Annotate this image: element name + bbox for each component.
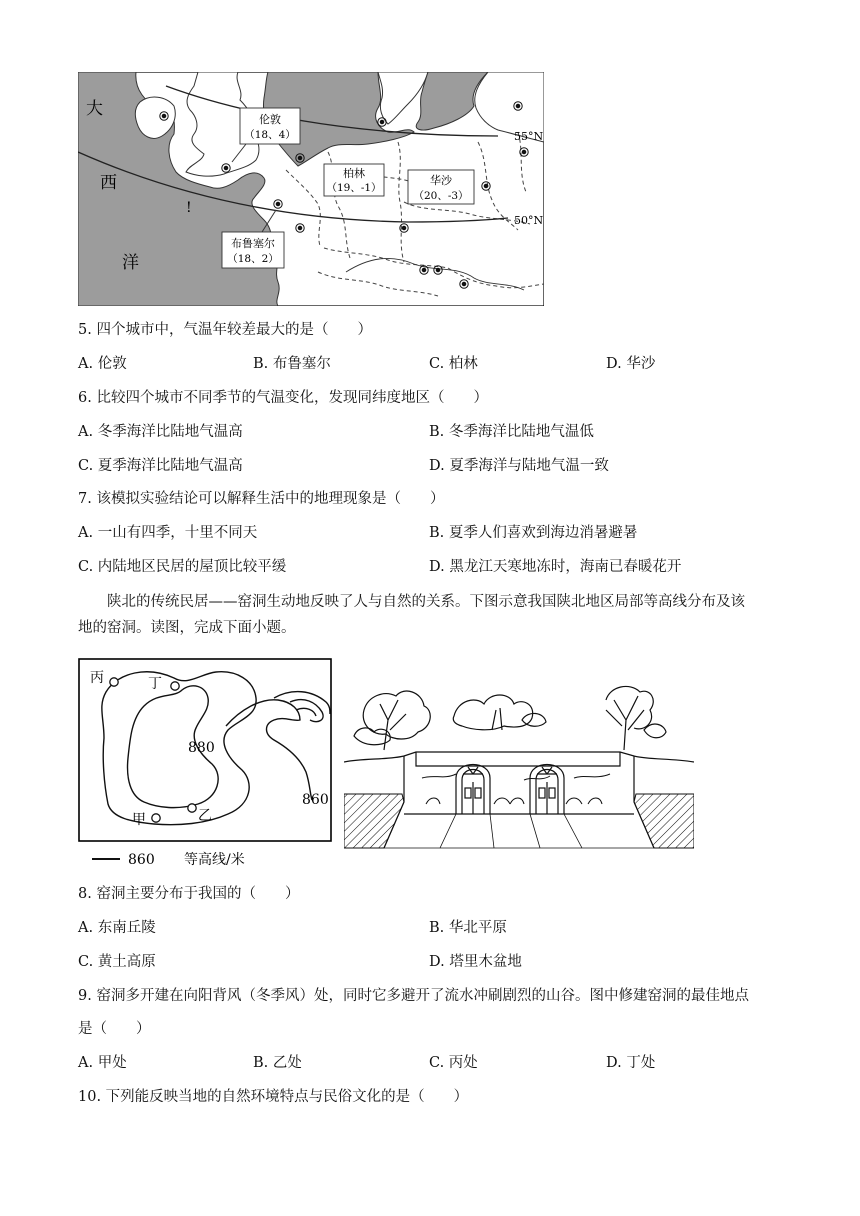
option-text: 黄土高原 [97, 954, 156, 970]
contour-label-860: 860 [302, 792, 329, 808]
question-number: 5. [78, 322, 92, 338]
option-label: D. [429, 954, 445, 970]
option-text: 一山有四季，十里不同天 [97, 525, 258, 541]
question-number: 8. [78, 886, 92, 902]
question-text-continued: 是（ ） [78, 1021, 151, 1037]
question-text: 该模拟实验结论可以解释生活中的地理现象是（ ） [96, 491, 445, 507]
option-label: D. [606, 356, 622, 372]
question-number: 10. [78, 1089, 102, 1105]
passage-line-2: 地的窑洞。读图，完成下面小题。 [78, 620, 296, 636]
option-text: 甲处 [97, 1055, 127, 1071]
question-number: 6. [78, 390, 92, 406]
option-text: 黑龙江天寒地冻时，海南已春暖花开 [449, 559, 682, 575]
option-text: 柏林 [448, 356, 478, 372]
option-label: A. [78, 356, 94, 372]
option-text: 内陆地区民居的屋顶比较平缓 [97, 559, 287, 575]
question-text: 四个城市中，气温年较差最大的是（ ） [96, 322, 372, 338]
label-london-name: 伦敦 [259, 113, 281, 126]
question-8 [78, 884, 299, 904]
lat-50-label: 50°N [514, 214, 544, 227]
question-5 [78, 320, 372, 340]
question-9 [78, 986, 749, 1006]
option-label: B. [253, 1055, 269, 1071]
legend-text: 等高线/米 [184, 852, 245, 868]
option-label: C. [78, 954, 94, 970]
option-text: 东南丘陵 [97, 920, 156, 936]
option-9a[interactable] [78, 1053, 127, 1073]
option-8c[interactable] [78, 952, 156, 972]
option-9b[interactable] [253, 1053, 302, 1073]
question-9-continued [78, 1019, 151, 1039]
label-brussels-name: 布鲁塞尔 [231, 237, 275, 250]
option-5b[interactable] [253, 354, 331, 374]
ocean-label-1: 大 [86, 99, 103, 119]
option-text: 华沙 [626, 356, 656, 372]
cave-dwelling-illustration [344, 670, 694, 858]
option-8b[interactable] [429, 918, 507, 938]
question-text: 下列能反映当地的自然环境特点与民俗文化的是（ ） [105, 1089, 469, 1105]
label-london-values: （18、4） [244, 129, 296, 141]
label-berlin-values: （19、-1） [326, 182, 382, 194]
option-text: 冬季海洋比陆地气温低 [448, 424, 594, 440]
option-text: 布鲁塞尔 [272, 356, 331, 372]
option-6a[interactable] [78, 422, 243, 442]
europe-map [78, 72, 544, 306]
option-text: 乙处 [272, 1055, 302, 1071]
option-text: 华北平原 [448, 920, 507, 936]
question-7 [78, 489, 444, 509]
cliff-hatch-left [344, 794, 404, 848]
point-jia [152, 814, 160, 822]
option-6c[interactable] [78, 456, 243, 476]
question-number: 9. [78, 988, 92, 1004]
option-label: D. [606, 1055, 622, 1071]
tree-icon [453, 695, 546, 730]
option-label: A. [78, 920, 94, 936]
option-7a[interactable] [78, 523, 257, 543]
tree-icon [606, 686, 666, 750]
label-berlin-name: 柏林 [343, 167, 365, 180]
option-8d[interactable] [429, 952, 522, 972]
option-5c[interactable] [429, 354, 478, 374]
label-warsaw-values: （20、-3） [413, 190, 469, 202]
option-label: B. [429, 920, 445, 936]
option-label: B. [253, 356, 269, 372]
option-text: 冬季海洋比陆地气温高 [97, 424, 243, 440]
option-9c[interactable] [429, 1053, 478, 1073]
arched-door-left [456, 765, 490, 815]
question-6 [78, 388, 488, 408]
label-brussels-values: （18、2） [227, 253, 279, 265]
option-text: 夏季海洋与陆地气温一致 [449, 458, 609, 474]
point-yi [188, 804, 196, 812]
point-yi-label: 乙 [198, 808, 212, 824]
option-8a[interactable] [78, 918, 156, 938]
label-warsaw-name: 华沙 [430, 174, 452, 187]
option-6b[interactable] [429, 422, 594, 442]
option-label: C. [78, 559, 94, 575]
legend-value: 860 [128, 852, 155, 868]
point-bing [110, 678, 118, 686]
question-number: 7. [78, 491, 92, 507]
point-ding-label: 丁 [148, 676, 162, 692]
question-text: 窑洞主要分布于我国的（ ） [96, 886, 300, 902]
option-label: D. [429, 559, 445, 575]
option-label: C. [429, 356, 445, 372]
passage [78, 589, 784, 641]
option-text: 夏季人们喜欢到海边消暑避暑 [448, 525, 638, 541]
contour-map [78, 658, 334, 872]
option-6d[interactable] [429, 456, 609, 476]
option-5d[interactable] [606, 354, 655, 374]
passage-line-1: 陕北的传统民居——窑洞生动地反映了人与自然的关系。下图示意我国陕北地区局部等高线分布及该 [107, 594, 745, 610]
lat-55-label: 55°N [514, 130, 544, 143]
option-text: 伦敦 [97, 356, 127, 372]
question-text: 窑洞多开建在向阳背风（冬季风）处，同时它多避开了流水冲刷剧烈的山谷。图中修建窑洞的最佳地点 [96, 988, 749, 1004]
point-ding [171, 682, 179, 690]
option-label: D. [429, 458, 445, 474]
option-label: B. [429, 424, 445, 440]
ocean-label-2: 西 [100, 173, 117, 193]
option-text: 丙处 [448, 1055, 478, 1071]
option-9d[interactable] [606, 1053, 655, 1073]
cliff-hatch-right [634, 794, 694, 848]
point-bing-label: 丙 [90, 670, 104, 686]
tree-icon [354, 691, 430, 750]
exclamation-mark: ! [186, 200, 192, 216]
ocean-label-3: 洋 [122, 253, 139, 273]
option-label: A. [78, 525, 94, 541]
point-jia-label: 甲 [132, 812, 146, 828]
arched-door-right [530, 765, 564, 815]
option-label: A. [78, 1055, 94, 1071]
option-text: 夏季海洋比陆地气温高 [97, 458, 243, 474]
label-warsaw [408, 170, 474, 204]
option-label: A. [78, 424, 94, 440]
question-text: 比较四个城市不同季节的气温变化，发现同纬度地区（ ） [96, 390, 488, 406]
label-berlin [324, 164, 384, 196]
option-5a[interactable] [78, 354, 127, 374]
question-10 [78, 1087, 468, 1107]
option-label: C. [429, 1055, 445, 1071]
option-7d[interactable] [429, 557, 681, 577]
option-7b[interactable] [429, 523, 637, 543]
contour-label-880: 880 [188, 740, 215, 756]
option-label: C. [78, 458, 94, 474]
option-7c[interactable] [78, 557, 286, 577]
option-text: 丁处 [626, 1055, 656, 1071]
option-label: B. [429, 525, 445, 541]
option-text: 塔里木盆地 [449, 954, 522, 970]
